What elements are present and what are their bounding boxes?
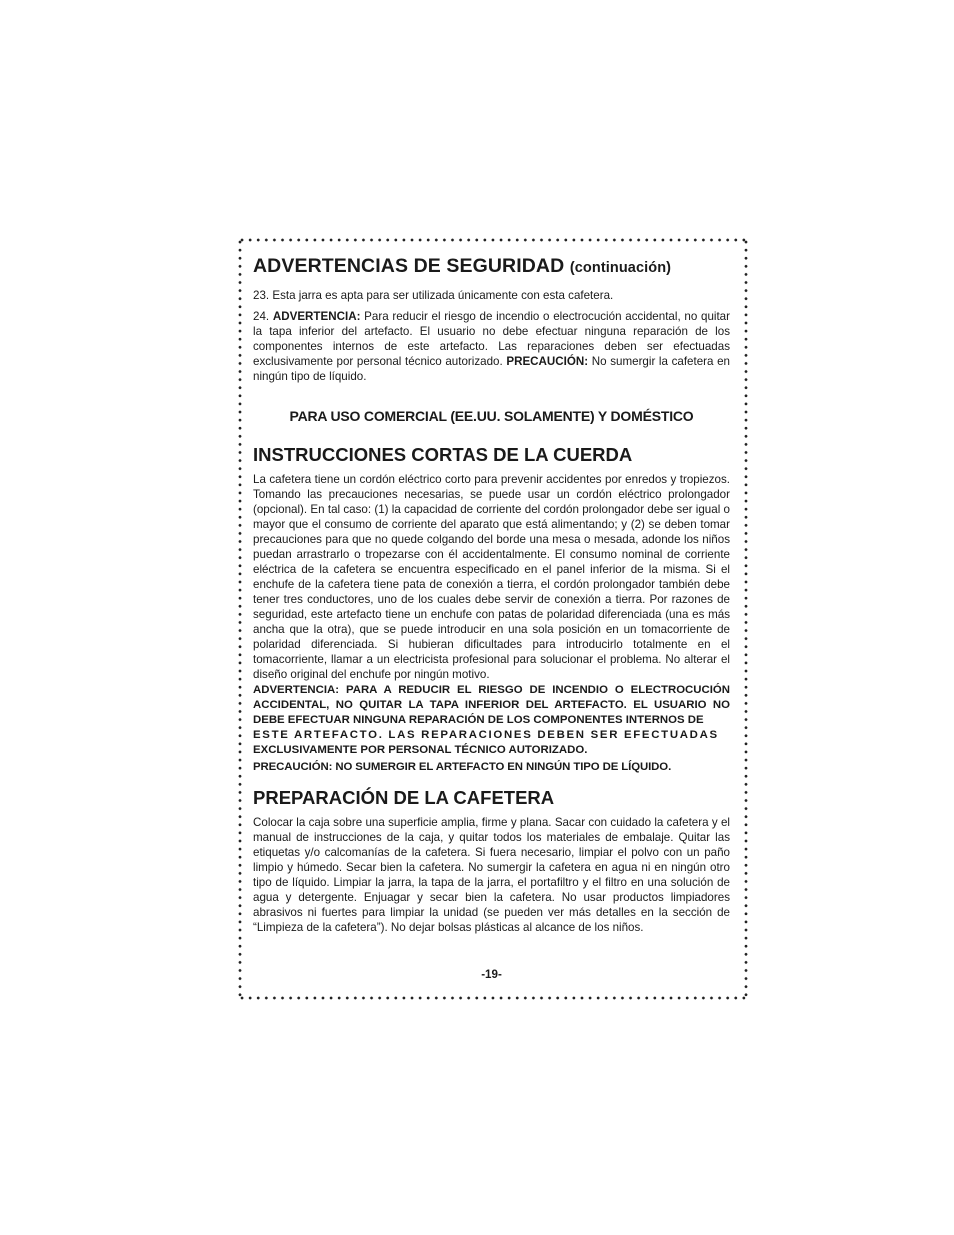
item-24-number: 24. [253, 310, 273, 323]
warning-item-24 [253, 309, 730, 384]
cord-section-body: La cafetera tiene un cordón eléctrico corto para prevenir accidentes por enredos y tropiezos. Tomando las precauciones necesarias, se puede usar un cordón eléctrico prolongador (opcional). En tal caso: (1) la capacidad de corriente del cordón prolongador debe ser igual o mayor que el consumo de corriente del aparato que está alimentando; y (2) se deben tomar precauciones para que no quede colgando del borde una mesa o mesada, adonde los niños puedan arrastrarlo o tropezarse con él accidentalmente. El consumo nominal de corriente eléctrica de la cafetera se encuentra especificado en el panel inferior de la misma. Si el enchufe de la cafetera tiene pata de conexión a tierra, el cordón prolongador también debe tener tres conductores, uno de los cuales debe servir de conexión a tierra. Por razones de seguridad, este artefacto tiene un enchufe con patas de polaridad diferenciada (una es más ancha que la otra), que se puede introducir en una sola posición en un tomacorriente de polaridad diferenciada. Si hubieran dificultades para introducirlo totalmente en el tomacorriente, llamar a un electricista profesional para solucionar el problema. No alterar el diseño original del enchufe por ningún motivo. [253, 473, 730, 681]
cord-caution: PRECAUCIÓN: NO SUMERGIR EL ARTEFACTO EN NINGÚN TIPO DE LÍQUIDO. [253, 761, 672, 773]
dotted-border-right [744, 238, 748, 1000]
cord-warning-line-3: EXCLUSIVAMENTE POR PERSONAL TÉCNICO AUTORIZADO. [253, 744, 588, 756]
prep-section-title: PREPARACIÓN DE LA CAFETERA [253, 787, 555, 808]
dotted-border-bottom [238, 996, 748, 1000]
page-number: -19- [481, 968, 502, 981]
safety-warnings-title-main: ADVERTENCIAS DE SEGURIDAD [253, 255, 565, 277]
item-24-caution-label: PRECAUCIÓN: [506, 355, 589, 368]
item-24-text: Para reducir el riesgo de incendio o electrocución accidental, no quitar la tapa inferior del artefacto. El usuario no debe efectuar ninguna reparación de los componentes internos de este artefacto. Las reparaciones deben ser efectuadas exclusivamente por personal técnico autorizado. [253, 310, 730, 368]
cord-section-title: INSTRUCCIONES CORTAS DE LA CUERDA [253, 444, 633, 465]
prep-section-body: Colocar la caja sobre una superficie amplia, firme y plana. Sacar con cuidado la cafetera y el manual de instrucciones de la caja, y quitar todos los materiales de embalaje. Quitar las etiquetas y/o calcomanías de la cafetera. Si fuera necesario, limpiar el polvo con un paño limpio y húmedo. Secar bien la cafetera. No sumergir la cafetera en agua ni en ningún otro tipo de líquido. Limpiar la jarra, la tapa de la jarra, el portafiltro y el filtro en una solución de agua y detergente. Enjuagar y secar bien la cafetera. No usar productos limpiadores abrasivos ni fuertes para limpiar la unidad (se pueden ver más detalles en la sección de “Limpieza de la cafetera”). No dejar bolsas plásticas al alcance de los niños. [253, 816, 730, 934]
safety-warnings-title-suffix: (continuación) [569, 260, 672, 276]
dotted-border-top [238, 238, 748, 242]
page-content [253, 252, 730, 981]
cord-warning-line-1: ADVERTENCIA: PARA A REDUCIR EL RIESGO DE INCENDIO O ELECTROCUCIÓN ACCIDENTAL, NO QUITAR LA TAPA INFERIOR DEL ARTEFACTO. EL USUARIO NO DEBE EFECTUAR NINGUNA REPARACIÓN DE LOS COMPONENTES INTERNOS DE [253, 684, 730, 726]
use-note: PARA USO COMERCIAL (EE.UU. SOLAMENTE) Y DOMÉSTICO [289, 408, 694, 424]
item-24-caution-text: No sumergir la cafetera en ningún tipo de líquido. [253, 355, 730, 383]
dotted-border-left [238, 238, 242, 1000]
warning-item-23: 23. Esta jarra es apta para ser utilizada únicamente con esta cafetera. [253, 289, 614, 302]
cord-warning-line-2: ESTE ARTEFACTO. LAS REPARACIONES DEBEN SER EFECTUADAS [253, 729, 719, 741]
safety-warnings-title [253, 252, 730, 282]
item-24-label: ADVERTENCIA: [272, 310, 361, 323]
